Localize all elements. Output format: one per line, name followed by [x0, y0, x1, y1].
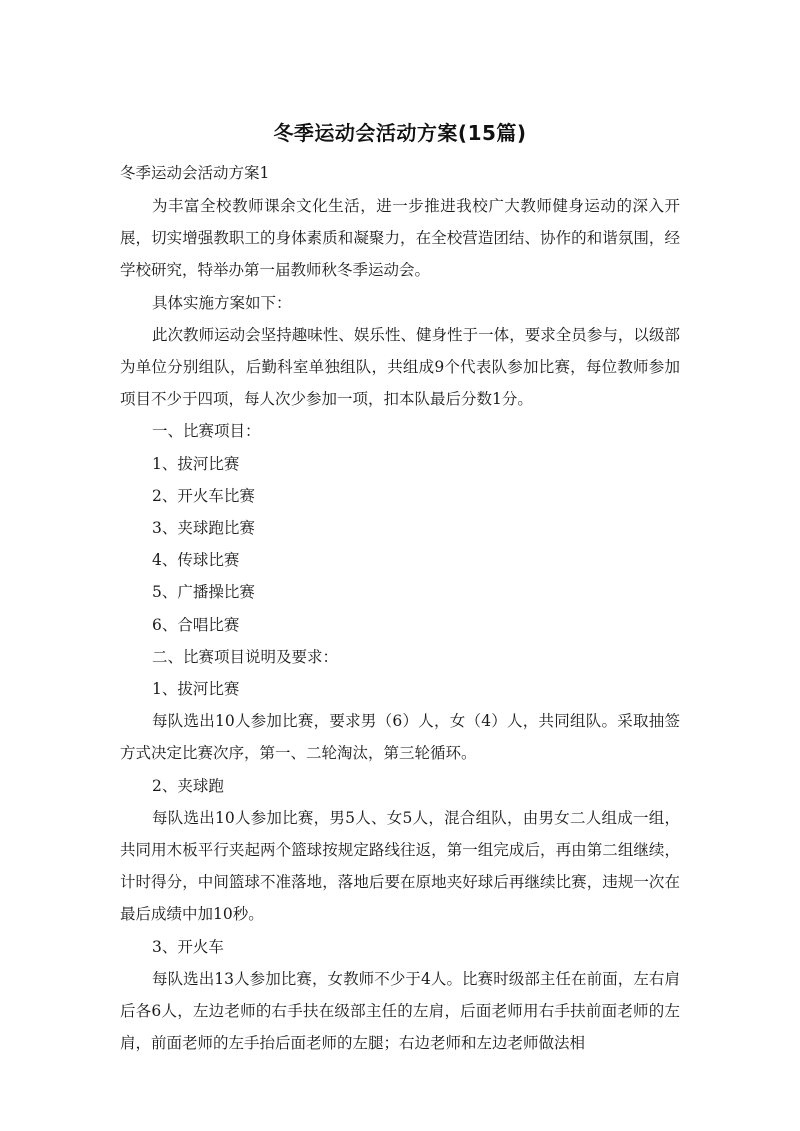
- subheading-train: 3、开火车: [152, 937, 224, 956]
- subheading-tug-of-war: 1、拔河比赛: [152, 680, 240, 699]
- document-title: 冬季运动会活动方案(15篇): [273, 121, 527, 145]
- list-item: 5、广播操比赛: [152, 583, 255, 602]
- list-item: 2、开火车比赛: [152, 486, 255, 505]
- list-item: 1、拔河比赛: [152, 454, 240, 473]
- section-heading: 冬季运动会活动方案1: [120, 164, 270, 182]
- list-item: 6、合唱比赛: [152, 615, 240, 634]
- paragraph-tug-of-war: 每队选出10人参加比赛，要求男（6）人，女（4）人，共同组队。采取抽签方式决定比赛次序，第一、二轮淘汰，第三轮循环。: [120, 712, 680, 763]
- paragraph-plan-heading: 具体实施方案如下：: [152, 293, 292, 312]
- list-item: 4、传球比赛: [152, 551, 240, 570]
- paragraph-plan: 此次教师运动会坚持趣味性、娱乐性、健身性于一体，要求全员参与，以级部为单位分别组队，后勤科室单独组队，共组成9个代表队参加比赛，每位教师参加项目不少于四项，每人次少参加一项，扣本队最后分数1分。: [120, 325, 680, 409]
- heading-rules: 二、比赛项目说明及要求：: [152, 647, 339, 666]
- paragraph-ball-run: 每队选出10人参加比赛，男5人、女5人，混合组队，由男女二人组成一组，共同用木板平行夹起两个篮球按规定路线往返，第一组完成后，再由第二组继续，计时得分，中间篮球不准落地，落地后要在原地夹好球后再继续比赛，违规一次在最后成绩中加10秒。: [120, 808, 680, 924]
- subheading-ball-run: 2、夹球跑: [152, 776, 224, 795]
- document-body: [120, 190, 680, 1059]
- list-item: 3、夹球跑比赛: [152, 519, 255, 538]
- paragraph-intro: 为丰富全校教师课余文化生活，进一步推进我校广大教师健身运动的深入开展，切实增强教职工的身体素质和凝聚力，在全校营造团结、协作的和谐氛围，经学校研究，特举办第一届教师秋冬季运动会。: [120, 197, 680, 280]
- paragraph-train: 每队选出13人参加比赛，女教师不少于4人。比赛时级部主任在前面，左右肩后各6人，左边老师的右手扶在级部主任的左肩，后面老师用右手扶前面老师的左肩，前面老师的左手抬后面老师的左腿；右边老师和左边老师做法相: [120, 969, 680, 1053]
- heading-events: 一、比赛项目：: [152, 422, 261, 441]
